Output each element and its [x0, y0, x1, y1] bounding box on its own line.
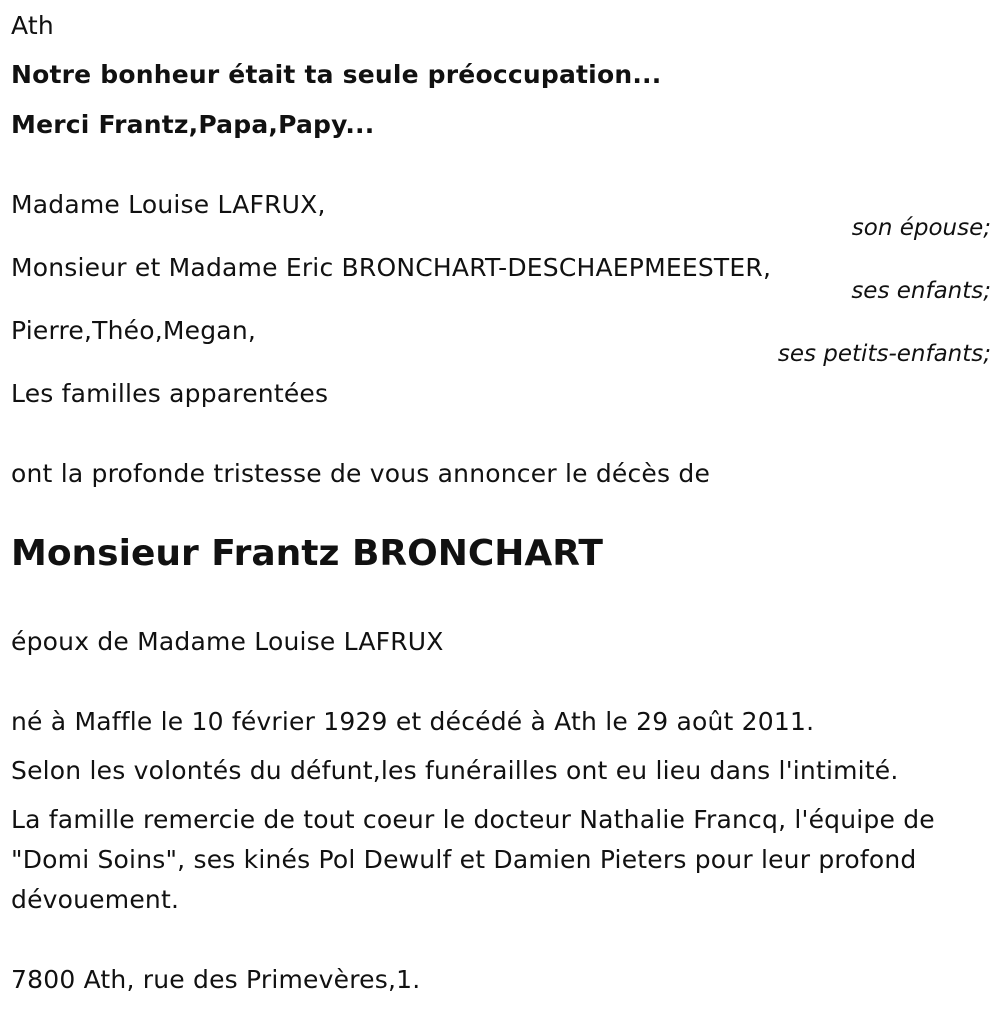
family-member-children: Monsieur et Madame Eric BRONCHART-DESCHAEPMEESTER,	[11, 253, 772, 282]
family-role-spouse: son épouse;	[851, 215, 991, 241]
thanks-paragraph: La famille remercie de tout coeur le docteur Nathalie Francq, l'équipe de "Domi Soins", ses kinés Pol Dewulf et Damien Pieters pour leur profond dévouement.	[11, 805, 935, 914]
quote-line-1: Notre bonheur était ta seule préoccupation...	[11, 60, 662, 89]
family-member-relatives: Les familles apparentées	[11, 379, 329, 408]
birth-death-line: né à Maffle le 10 février 1929 et décédé à Ath le 29 août 2011.	[11, 707, 815, 736]
family-member-spouse: Madame Louise LAFRUX,	[11, 190, 326, 219]
location-label: Ath	[11, 11, 54, 40]
funeral-note: Selon les volontés du défunt,les funérailles ont eu lieu dans l'intimité.	[11, 756, 899, 785]
family-member-grandchildren: Pierre,Théo,Megan,	[11, 316, 257, 345]
deceased-name: Monsieur Frantz BRONCHART	[11, 533, 603, 574]
family-role-children: ses enfants;	[851, 278, 991, 304]
spouse-line: époux de Madame Louise LAFRUX	[11, 627, 444, 656]
family-role-grandchildren: ses petits-enfants;	[777, 341, 991, 367]
announcement-text: ont la profonde tristesse de vous annoncer le décès de	[11, 459, 711, 488]
address-line: 7800 Ath, rue des Primevères,1.	[11, 965, 421, 994]
quote-line-2: Merci Frantz,Papa,Papy...	[11, 110, 375, 139]
